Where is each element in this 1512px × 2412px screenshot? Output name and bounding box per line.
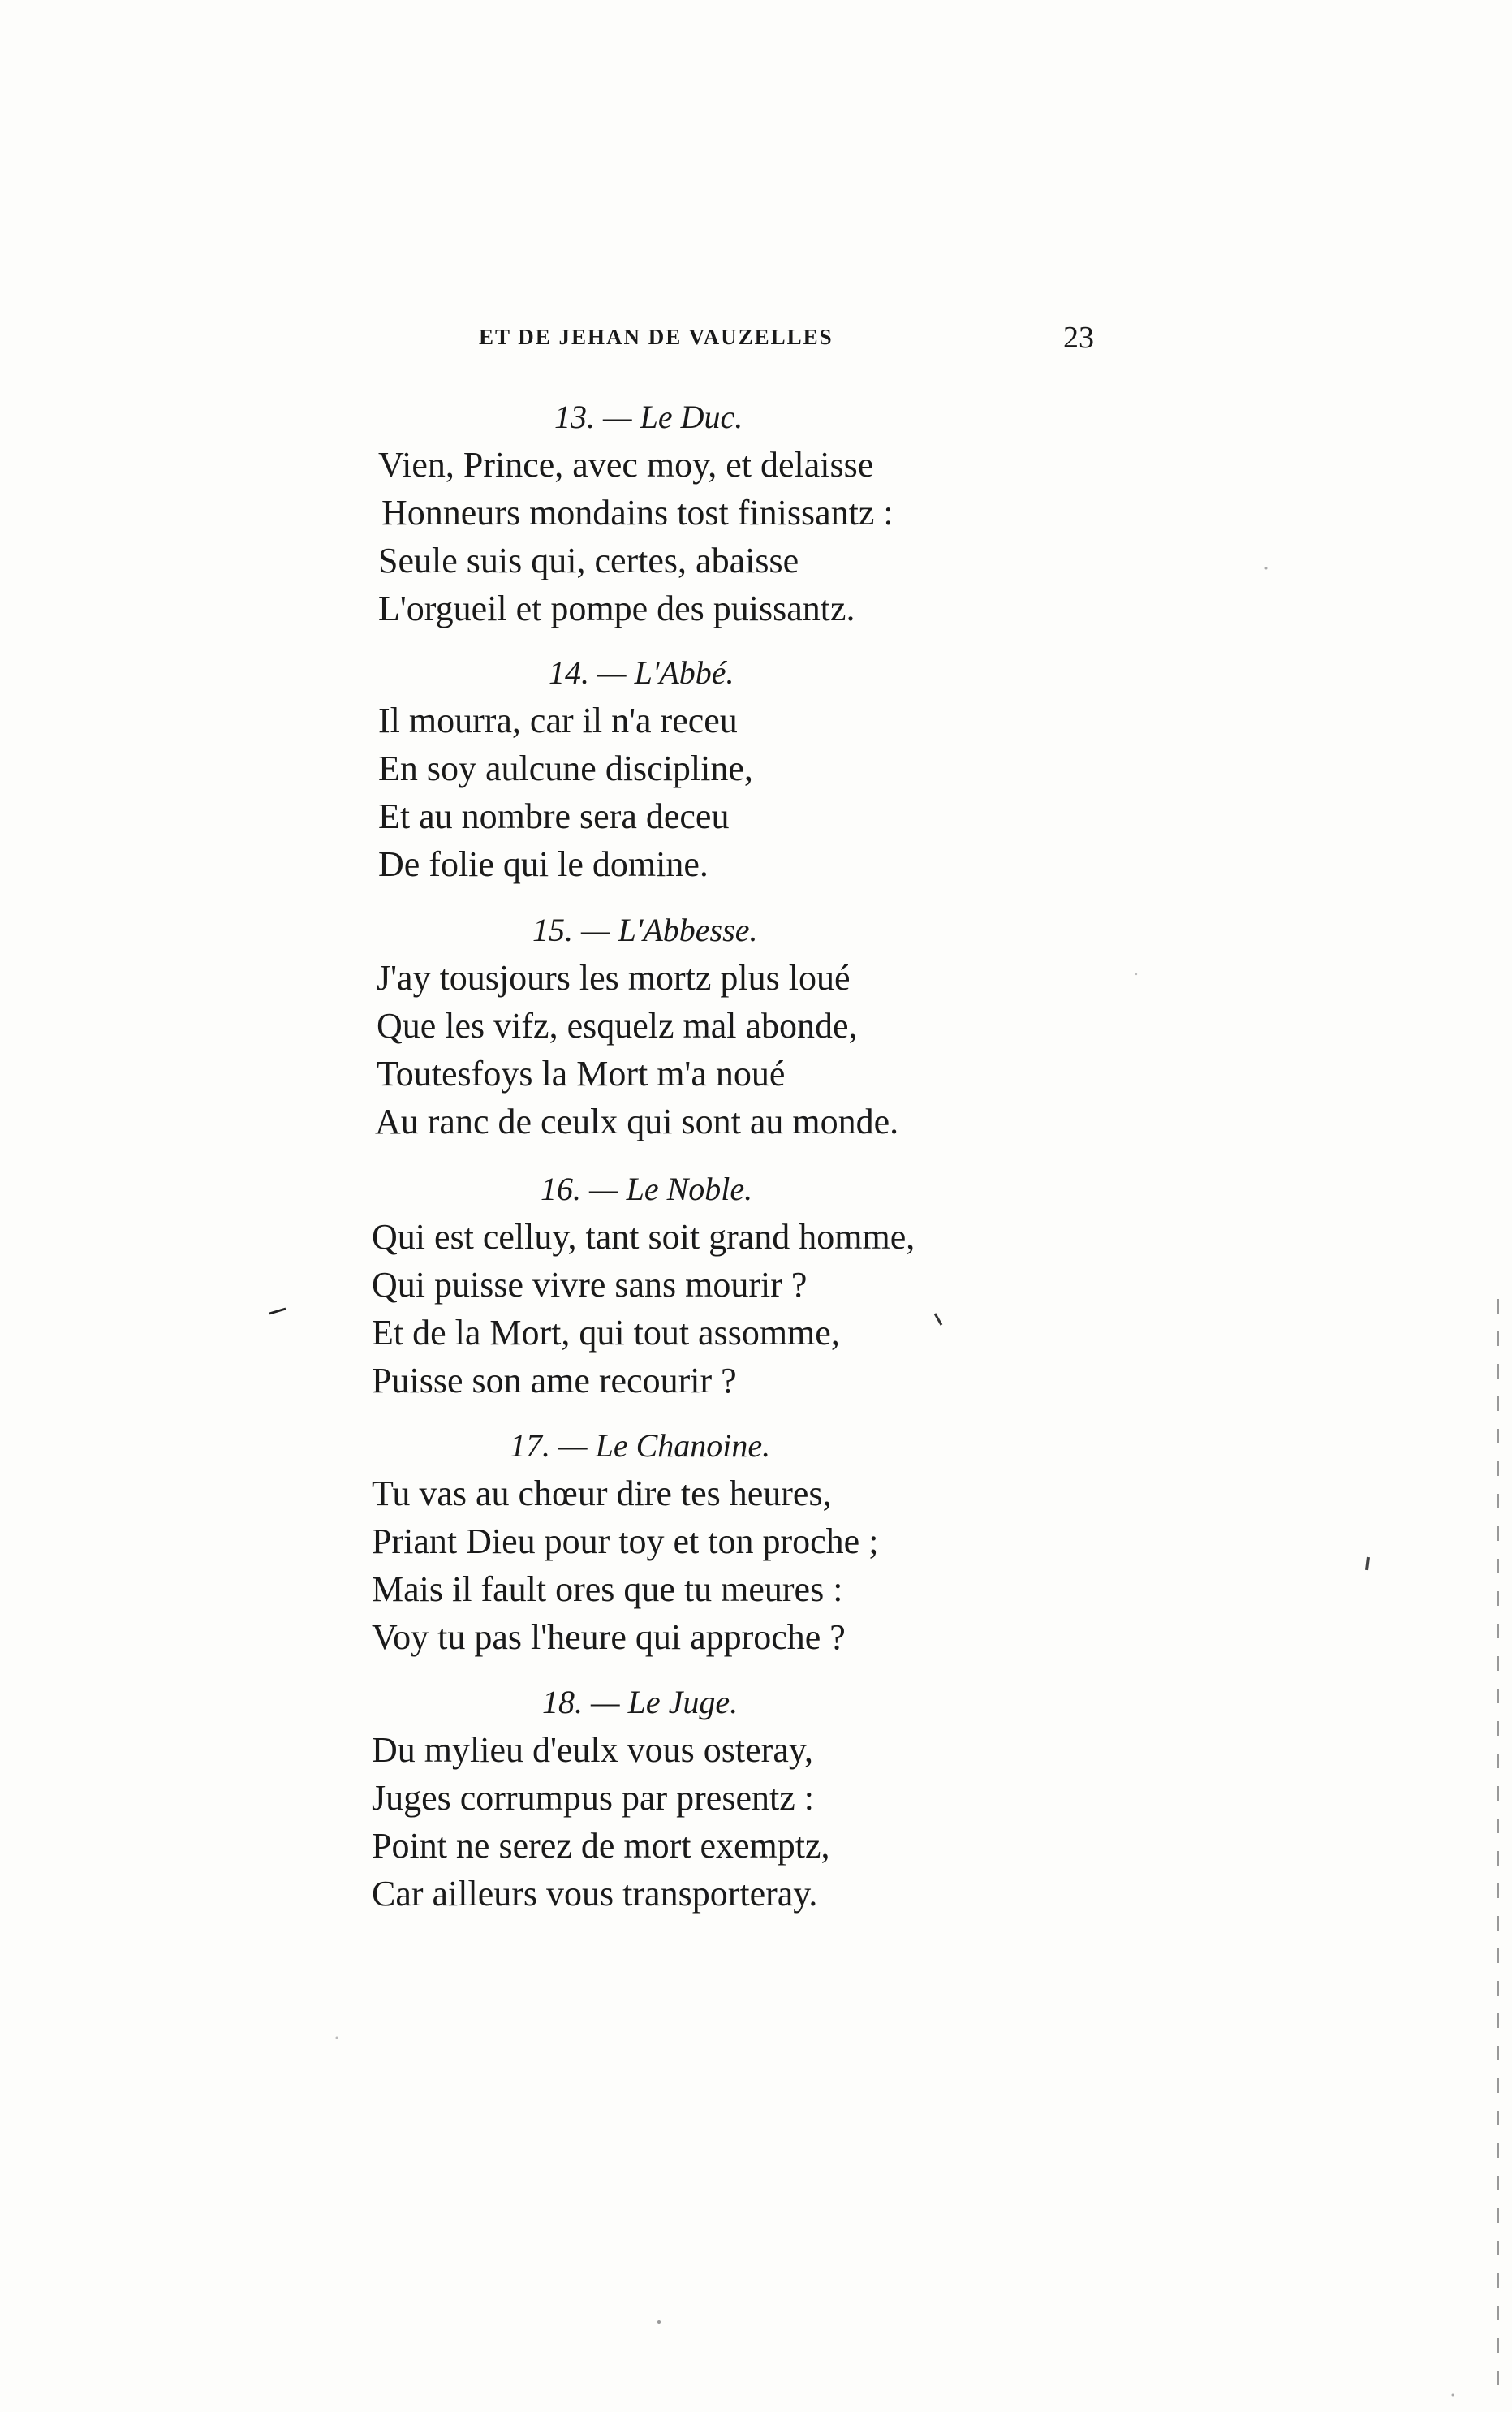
verse-line: Et de la Mort, qui tout assomme, [372,1313,840,1353]
stanza-title: 16. — Le Noble. [541,1171,753,1207]
verse-line: Honneurs mondains tost finissantz : [381,493,894,533]
verse-line: Du mylieu d'eulx vous osteray, [372,1730,813,1770]
stanza-title: 18. — Le Juge. [542,1684,739,1720]
verse-line: Vien, Prince, avec moy, et delaisse [378,445,874,485]
verse-line: Priant Dieu pour toy et ton proche ; [372,1521,879,1561]
verse-line: De folie qui le domine. [378,844,709,884]
verse-line: Que les vifz, esquelz mal abonde, [377,1006,858,1046]
verse-line: En soy aulcune discipline, [378,749,753,788]
verse-line: Toutesfoys la Mort m'a noué [377,1054,786,1094]
stanza-15 [372,907,1021,1146]
stanza-16 [372,1166,1021,1404]
stanza-title: 13. — Le Duc. [554,399,743,435]
verse-line: Tu vas au chœur dire tes heures, [372,1474,832,1513]
stanza-title: 14. — L'Abbé. [549,654,734,691]
verse-line: Juges corrumpus par presentz : [372,1778,814,1818]
verse-line: Qui puisse vivre sans mourir ? [372,1265,808,1305]
verse-line: Car ailleurs vous transporteray. [372,1874,818,1914]
stanza-title: 17. — Le Chanoine. [510,1427,771,1464]
verse-line: Il mourra, car il n'a receu [378,701,738,740]
verse-line: J'ay tousjours les mortz plus loué [377,958,851,998]
verse-line: Mais il fault ores que tu meures : [372,1569,843,1609]
verse-line: Voy tu pas l'heure qui approche ? [372,1617,846,1657]
running-head: ET DE JEHAN DE VAUZELLES [479,325,834,349]
verse-line: Et au nombre sera deceu [378,796,730,836]
verse-line: L'orgueil et pompe des puissantz. [378,589,855,628]
verse-line: Seule suis qui, certes, abaisse [378,541,799,580]
verse-line: Au ranc de ceulx qui sont au monde. [375,1102,899,1141]
stanza-17 [372,1422,1021,1661]
verse-line: Point ne serez de mort exemptz, [372,1826,830,1866]
stanza-14 [372,649,1021,888]
stanza-18 [372,1679,1021,1918]
stanza-title: 15. — L'Abbesse. [532,912,758,948]
verse-line: Qui est celluy, tant soit grand homme, [372,1217,915,1257]
stanza-13 [372,394,1021,632]
page-number: 23 [1063,321,1094,355]
verse-line: Puisse son ame recourir ? [372,1361,737,1400]
